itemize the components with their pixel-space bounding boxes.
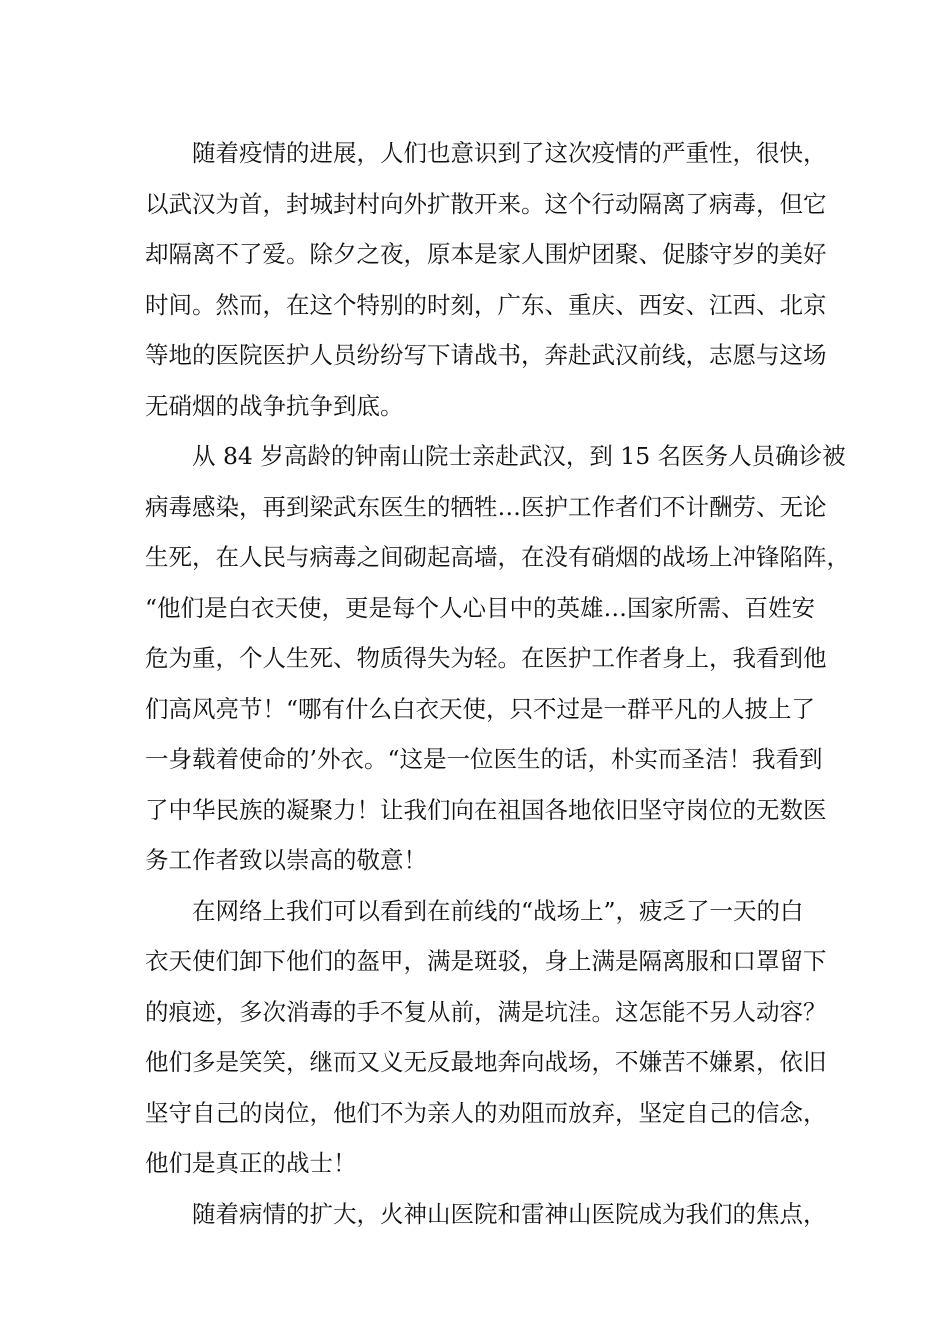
- text-line: 在网络上我们可以看到在前线的“战场上”，疲乏了一天的白: [192, 896, 804, 925]
- paragraph-3: [145, 886, 827, 1189]
- text-line: 衣天使们卸下他们的盔甲，满是斑驳，身上满是隔离服和口罩留下: [145, 947, 827, 975]
- text-line: 的痕迹，多次消毒的手不复从前，满是坑洼。这怎能不另人动容？: [145, 997, 827, 1026]
- text-line: 生死，在人民与病毒之间砌起高墙，在没有硝烟的战场上冲锋陷阵，: [145, 543, 850, 571]
- text-line: 务工作者致以崇高的敬意！: [145, 846, 427, 874]
- paragraph-4: [145, 1189, 827, 1240]
- text-line: 随着病情的扩大，火神山医院和雷神山医院成为我们的焦点，: [192, 1199, 827, 1228]
- text-line: 一身载着使命的’外衣。“这是一位医生的话，朴实而圣洁！我看到: [145, 745, 823, 773]
- paragraph-1: [145, 128, 827, 431]
- text-line: 随着疫情的进展，人们也意识到了这次疫情的严重性，很快，: [192, 139, 827, 167]
- text-line: 以武汉为首，封城封村向外扩散开来。这个行动隔离了病毒，但它: [145, 189, 827, 218]
- text-line: 病毒感染，再到梁武东医生的牺牲…医护工作者们不计酬劳、无论: [145, 492, 827, 521]
- text-line: “他们是白衣天使，更是每个人心目中的英雄…国家所需、百姓安: [145, 593, 816, 622]
- text-line: 了中华民族的凝聚力！让我们向在祖国各地依旧坚守岗位的无数医: [145, 795, 827, 824]
- text-line: 时间。然而，在这个特别的时刻，广东、重庆、西安、江西、北京: [145, 290, 827, 319]
- text-line: 他们多是笑笑，继而又义无反最地奔向战场，不嫌苦不嫌累，依旧: [145, 1048, 827, 1076]
- document-body: [145, 128, 850, 1239]
- text-line: 却隔离不了爱。除夕之夜，原本是家人围炉团聚、促膝守岁的美好: [145, 240, 827, 268]
- paragraph-2: [145, 431, 850, 886]
- text-line: 们高风亮节！“哪有什么白衣天使，只不过是一群平凡的人披上了: [145, 694, 816, 723]
- text-line: 他们是真正的战士！: [145, 1149, 357, 1177]
- text-line: 等地的医院医护人员纷纷写下请战书，奔赴武汉前线，志愿与这场: [145, 341, 827, 369]
- text-line: 无硝烟的战争抗争到底。: [145, 391, 404, 420]
- text-line: 危为重，个人生死、物质得失为轻。在医护工作者身上，我看到他: [145, 644, 827, 672]
- text-line: 坚守自己的岗位，他们不为亲人的劝阻而放弃，坚定自己的信念，: [145, 1098, 827, 1127]
- text-line: 从 84 岁高龄的钟南山院士亲赴武汉，到 15 名医务人员确诊被: [192, 442, 846, 470]
